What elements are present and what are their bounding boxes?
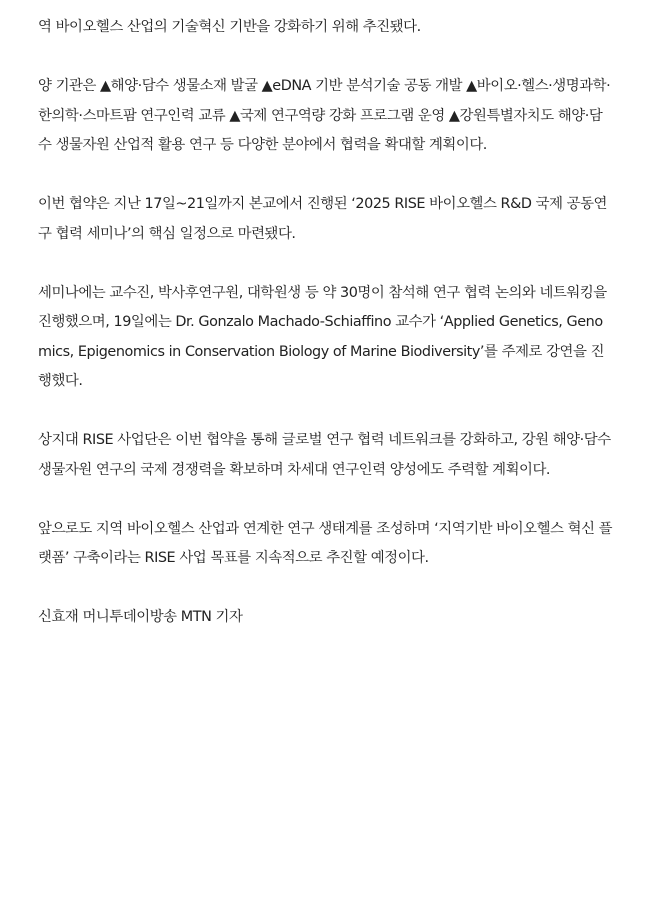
article-body: [38, 13, 614, 662]
article-paragraph: 세미나에는 교수진, 박사후연구원, 대학원생 등 약 30명이 참석해 연구 협력 논의와 네트워킹을 진행했으며, 19일에는 Dr. Gonzalo Machado-Schiaffino 교수가 ‘Applied Genetics, Genomics, Epigenomics in Conservation Biology of Marine Biodiversity’를 주제로 강연을 진행했다.: [38, 284, 607, 389]
article-paragraph: 역 바이오헬스 산업의 기술혁신 기반을 강화하기 위해 추진됐다.: [38, 19, 421, 35]
article-paragraph: 상지대 RISE 사업단은 이번 협약을 통해 글로벌 연구 협력 네트워크를 강화하고, 강원 해양·담수 생물자원 연구의 국제 경쟁력을 확보하며 차세대 연구인력 양성에도 주력할 계획이다.: [38, 432, 611, 478]
article-paragraph: 양 기관은 ▲해양·담수 생물소재 발굴 ▲eDNA 기반 분석기술 공동 개발 ▲바이오·헬스·생명과학·한의학·스마트팜 연구인력 교류 ▲국제 연구역량 강화 프로그램 운영 ▲강원특별자치도 해양·담수 생물자원 산업적 활용 연구 등 다양한 분야에서 협력을 확대할 계획이다.: [38, 78, 611, 153]
article-paragraph: 이번 협약은 지난 17일~21일까지 본교에서 진행된 ‘2025 RISE 바이오헬스 R&D 국제 공동연구 협력 세미나’의 핵심 일정으로 마련됐다.: [38, 196, 608, 242]
byline: 신효재 머니투데이방송 MTN 기자: [38, 609, 243, 625]
article-paragraph: 앞으로도 지역 바이오헬스 산업과 연계한 연구 생태계를 조성하며 ‘지역기반 바이오헬스 혁신 플랫폼’ 구축이라는 RISE 사업 목표를 지속적으로 추진할 예정이다.: [38, 520, 613, 566]
